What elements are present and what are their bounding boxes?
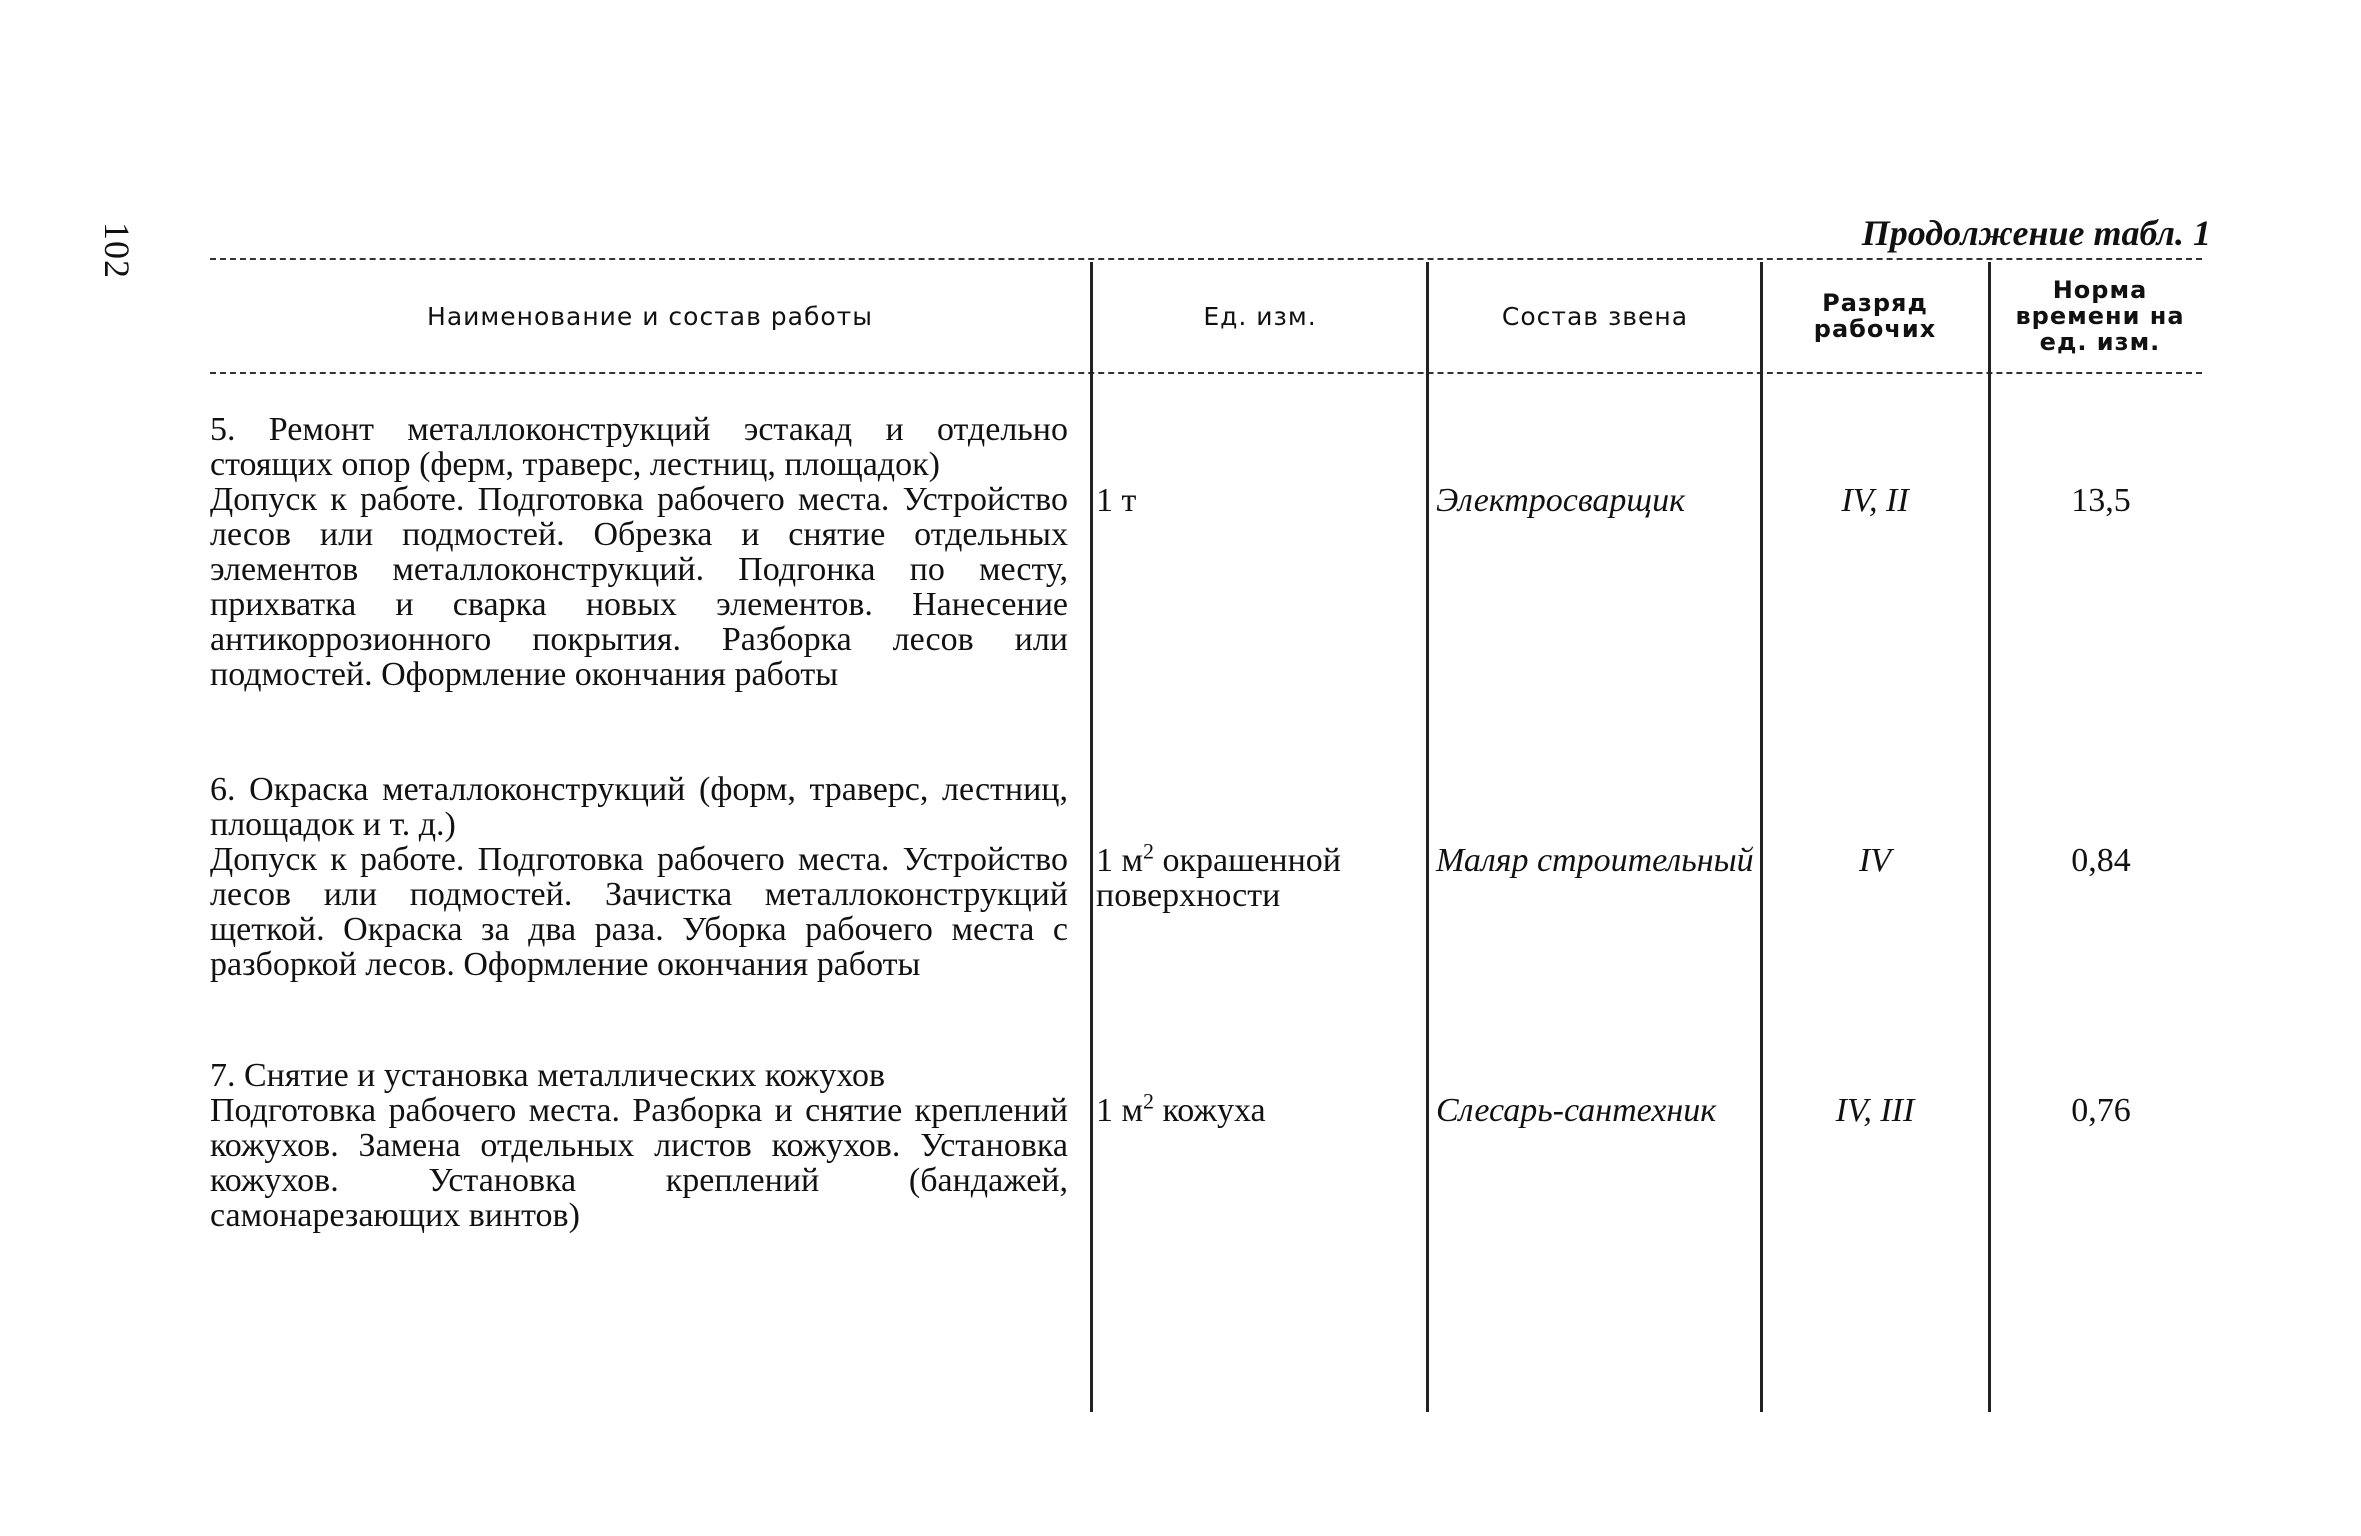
row-description [210,412,1068,692]
row-unit: 1 $м^2$ кожуха [1096,1088,1266,1129]
header-name: Наименование и состав работы [427,301,873,331]
row-unit: 1 $м^2$ окрашенной поверхности [1096,838,1341,914]
header-norm: Норма времени на ед. изм. [2015,276,2185,356]
header-crew: Состав звена [1501,301,1689,331]
column-divider [1090,262,1093,1412]
row-title: 7. Снятие и установка металлических кожухов [210,1057,886,1094]
row-title: 6. Окраска металлоконструкций (форм, траверс, лестниц, площадок и т. д.) [210,771,1068,843]
row-crew: Слесарь-сантехник [1436,1092,1717,1129]
row-grade: IV, III [1835,1092,1915,1129]
header-unit: Ед. изм. [1203,301,1317,331]
row-norm: 13,5 [2071,482,2131,519]
row-composition: Допуск к работе. Подготовка рабочего места. Устройство лесов или подмостей. Зачистка металлоконструкций щеткой. Окраска за два раза. Уборка рабочего места с разборкой лесов. Оформление окончания работы [210,841,1068,983]
header-bottom-rule [210,372,2202,374]
table-continuation-caption: Продолжение табл. 1 [1861,213,2211,253]
row-grade: IV, II [1841,482,1909,519]
row-grade: IV [1858,842,1892,879]
row-norm: 0,76 [2071,1092,2131,1129]
row-composition: Допуск к работе. Подготовка рабочего места. Устройство лесов или подмостей. Обрезка и снятие отдельных элементов металлоконструкций. Подгонка по месту, прихватка и сварка новых элементов. Нанесение антикоррозионного покрытия. Разборка лесов или подмостей. Оформление окончания работы [210,481,1068,693]
row-crew: Маляр строительный [1436,842,1754,879]
row-crew: Электросварщик [1436,482,1685,519]
row-unit: 1 т [1096,482,1137,519]
column-divider [1988,262,1991,1412]
row-title: 5. Ремонт металлоконструкций эстакад и отдельно стоящих опор (ферм, траверс, лестниц, площадок) [210,411,1068,483]
column-divider [1760,262,1763,1412]
header-top-rule [210,258,2202,260]
row-norm: 0,84 [2071,842,2131,879]
header-grade: Разряд рабочих [1813,289,1937,343]
row-description [210,1058,1068,1233]
column-divider [1426,262,1429,1412]
page-number: 102 [97,222,137,279]
row-description [210,772,1068,982]
row-composition: Подготовка рабочего места. Разборка и снятие креплений кожухов. Замена отдельных листов кожухов. Установка кожухов. Установка креплений (бандажей, самонарезающих винтов) [210,1092,1068,1234]
